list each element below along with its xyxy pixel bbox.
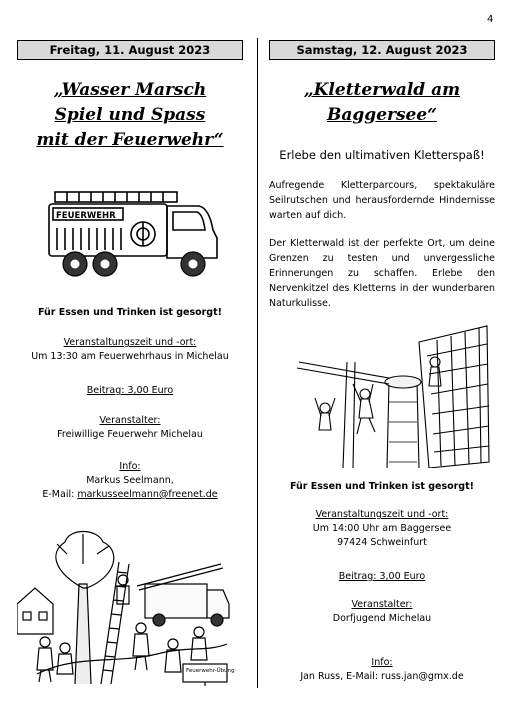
left-info-email-line	[17, 488, 243, 502]
right-info-section	[269, 656, 495, 684]
left-info-name: Markus Seelmann,	[86, 475, 174, 486]
left-organizer-section	[17, 414, 243, 442]
right-organizer-heading: Veranstalter:	[351, 599, 413, 610]
left-title-line-2: Spiel und Spass	[54, 105, 206, 125]
right-column	[269, 40, 495, 682]
fire-truck-illustration	[17, 188, 243, 280]
left-title-line-1: „Wasser Marsch	[53, 80, 207, 100]
right-paragraph-1: Aufregende Kletterparcours, spektakuläre Seilrutschen und herausfordernde Hindernisse warten auf dich.	[269, 180, 495, 221]
right-organizer: Dorfjugend Michelau	[332, 613, 432, 624]
right-info-heading: Info:	[371, 657, 393, 668]
right-fee: Beitrag: 3,00 Euro	[338, 571, 426, 582]
left-event-text: Um 13:30 am Feuerwehrhaus in Michelau	[31, 351, 229, 362]
left-event-heading: Veranstaltungszeit und -ort:	[63, 337, 197, 348]
right-date-header: Samstag, 12. August 2023	[269, 40, 495, 60]
left-column	[17, 40, 243, 674]
right-event-section	[269, 508, 495, 550]
fire-exercise-illustration	[17, 524, 243, 686]
climbing-illustration	[269, 322, 495, 468]
right-paragraph-2: Der Kletterwald ist der perfekte Ort, um deine Grenzen zu testen und unvergessliche Erinnerungen zu schaffen. Erlebe den Nervenkitzel des Kletterns in der wunderbaren Naturkulisse.	[269, 238, 495, 309]
left-date-header: Freitag, 11. August 2023	[17, 40, 243, 60]
left-title-line-3: mit der Feuerwehr“	[36, 130, 224, 150]
exercise-sign: Feuerwehr-Übung	[186, 668, 235, 674]
fire-truck-icon	[17, 188, 243, 280]
column-divider	[257, 38, 258, 688]
left-title	[17, 78, 243, 153]
left-fee: Beitrag: 3,00 Euro	[86, 385, 174, 396]
right-title-line-2: Baggersee“	[327, 105, 437, 125]
right-food-note: Für Essen und Trinken ist gesorgt!	[290, 481, 474, 492]
left-food-note: Für Essen und Trinken ist gesorgt!	[38, 307, 222, 318]
right-info-text: Jan Russ, E-Mail: russ.jan@gmx.de	[300, 671, 464, 682]
right-event-line-1: Um 14:00 Uhr am Baggersee	[312, 523, 452, 534]
left-organizer: Freiwillige Feuerwehr Michelau	[57, 429, 203, 440]
left-organizer-heading: Veranstalter:	[99, 415, 161, 426]
left-info-email-link[interactable]: markusseelmann@freenet.de	[77, 489, 218, 500]
right-title	[269, 78, 495, 128]
left-info-section	[17, 460, 243, 502]
left-event-section	[17, 336, 243, 364]
left-info-heading: Info:	[119, 461, 141, 472]
right-event-line-2: 97424 Schweinfurt	[337, 537, 427, 548]
truck-label: FEUERWEHR	[56, 211, 116, 221]
right-subtitle: Erlebe den ultimativen Kletterspaß!	[279, 148, 485, 162]
right-organizer-section	[269, 598, 495, 626]
left-info-email-label: E-Mail:	[42, 489, 78, 500]
page-number: 4	[487, 14, 494, 25]
right-event-heading: Veranstaltungszeit und -ort:	[315, 509, 449, 520]
right-title-line-1: „Kletterwald am	[303, 80, 461, 100]
